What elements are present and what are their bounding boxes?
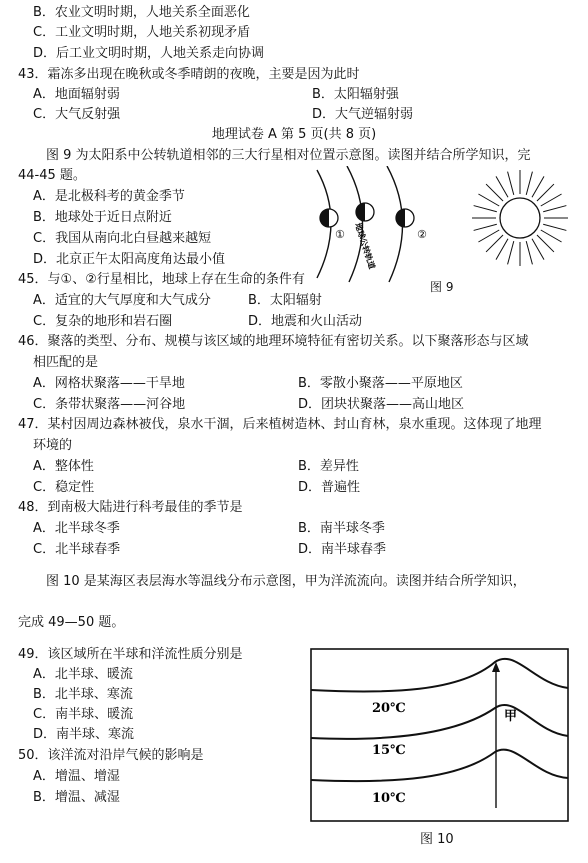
q48-option-d: D．南半球春季 <box>298 542 387 557</box>
q46-stem-line2: 相匹配的是 <box>33 355 99 370</box>
sun-ray <box>474 206 497 212</box>
sun-ray <box>478 194 499 206</box>
fig10-caption: 图 10 <box>420 832 454 847</box>
q46-option-c: C．条带状聚落——河谷地 <box>33 397 186 412</box>
q46-option-a: A．网格状聚落——干旱地 <box>33 376 185 391</box>
q44-option-a: A．是北极科考的黄金季节 <box>33 189 185 204</box>
sun-ray <box>486 184 503 201</box>
q49-stem: 49．该区域所在半球和洋流性质分别是 <box>18 647 243 662</box>
sun-ray <box>496 239 508 260</box>
sun-ray <box>537 184 554 201</box>
page-footer: 地理试卷 A 第 5 页(共 8 页) <box>211 127 377 142</box>
figure-10-isotherm-diagram <box>310 648 570 823</box>
q46-option-d: D．团块状聚落——高山地区 <box>298 397 465 412</box>
planet-2 <box>396 209 414 227</box>
q45-option-b: B．太阳辐射 <box>248 293 322 308</box>
q47-stem-line2: 环境的 <box>33 438 73 453</box>
q49-option-b: B．北半球、寒流 <box>33 687 133 702</box>
q44-option-b: B．地球处于近日点附近 <box>33 210 172 225</box>
q47-option-b: B．差异性 <box>298 459 359 474</box>
q45-option-c: C．复杂的地形和岩石圈 <box>33 314 173 329</box>
sun-ray <box>508 172 514 195</box>
sun-ray <box>486 235 503 252</box>
sun-ray <box>543 224 566 230</box>
q42-option-c: C．工业文明时期，人地关系初现矛盾 <box>33 25 251 40</box>
sun-ray <box>537 235 554 252</box>
sun-ray <box>526 241 532 264</box>
q48-option-b: B．南半球冬季 <box>298 521 385 536</box>
fig9-caption: 图 9 <box>430 280 454 294</box>
q50-option-b: B．增温、减湿 <box>33 790 120 805</box>
q42-option-d: D．后工业文明时期，人地关系走向协调 <box>33 46 265 61</box>
q50-stem: 50．该洋流对沿岸气候的影响是 <box>18 748 204 763</box>
q46-option-b: B．零散小聚落——平原地区 <box>298 376 463 391</box>
sun-icon <box>472 170 568 266</box>
planet-earth <box>356 203 374 221</box>
q49-option-d: D．南半球、寒流 <box>33 727 135 742</box>
q43-option-d: D．大气逆辐射弱 <box>312 107 414 122</box>
q45-stem: 45．与①、②行星相比，地球上存在生命的条件有 <box>18 272 305 287</box>
q43-option-c: C．大气反射强 <box>33 107 121 122</box>
fig10-intro-line2: 完成 49—50 题。 <box>18 615 125 630</box>
q43-option-b: B．太阳辐射强 <box>312 87 399 102</box>
sun-ray <box>532 176 544 197</box>
q47-option-d: D．普遍性 <box>298 480 361 495</box>
q47-stem-line1: 47．某村因周边森林被伐，泉水干涸，后来植树造林、封山育林，泉水重现。这体现了地理 <box>18 417 542 432</box>
q45-option-d: D．地震和火山活动 <box>248 314 363 329</box>
q47-option-c: C．稳定性 <box>33 480 95 495</box>
sun-ray <box>532 239 544 260</box>
fig10-intro-line1: 图 10 是某海区表层海水等温线分布示意图，甲为洋流流向。读图并结合所学知识， <box>46 574 526 589</box>
isotherm-10-label: 10℃ <box>372 791 406 806</box>
q47-option-a: A．整体性 <box>33 459 94 474</box>
q42-option-b: B．农业文明时期，人地关系全面恶化 <box>33 5 250 20</box>
earth-orbit-label: 地球公转轨道 <box>353 221 377 271</box>
q48-stem: 48．到南极大陆进行科考最佳的季节是 <box>18 500 243 515</box>
q50-option-a: A．增温、增湿 <box>33 769 120 784</box>
sun-ray <box>508 241 514 264</box>
fig9-intro-line1: 图 9 为太阳系中公转轨道相邻的三大行星相对位置示意图。读图并结合所学知识，完 <box>46 148 531 163</box>
q48-option-c: C．北半球春季 <box>33 542 121 557</box>
q45-option-a: A．适宜的大气厚度和大气成分 <box>33 293 211 308</box>
q48-option-a: A．北半球冬季 <box>33 521 120 536</box>
q43-option-a: A．地面辐射弱 <box>33 87 120 102</box>
q43-stem: 43．霜冻多出现在晚秋或冬季晴朗的夜晚，主要是因为此时 <box>18 67 360 82</box>
q49-option-c: C．南半球、暖流 <box>33 707 134 722</box>
current-label-jia: 甲 <box>504 709 518 724</box>
isotherm-20-label: 20℃ <box>372 701 406 716</box>
sun-ray <box>526 172 532 195</box>
sun-ray <box>474 224 497 230</box>
sun-ray <box>543 206 566 212</box>
isotherm-15-label: 15℃ <box>372 743 406 758</box>
fig9-intro-line2: 44-45 题。 <box>18 168 86 183</box>
planet-1-label: ① <box>335 228 345 241</box>
sun-ray <box>478 230 499 242</box>
q49-option-a: A．北半球、暖流 <box>33 667 133 682</box>
planet-2-label: ② <box>417 228 427 241</box>
planet-1 <box>320 209 338 227</box>
figure-10-frame <box>311 649 568 821</box>
q44-option-c: C．我国从南向北白昼越来越短 <box>33 231 212 246</box>
q46-stem-line1: 46．聚落的类型、分布、规模与该区域的地理环境特征有密切关系。以下聚落形态与区域 <box>18 334 529 349</box>
q44-option-d: D．北京正午太阳高度角达最小值 <box>33 252 226 267</box>
sun-ray <box>541 194 562 206</box>
figure-9-planets-diagram <box>305 166 575 286</box>
sun-ray <box>496 176 508 197</box>
sun-ray <box>541 230 562 242</box>
